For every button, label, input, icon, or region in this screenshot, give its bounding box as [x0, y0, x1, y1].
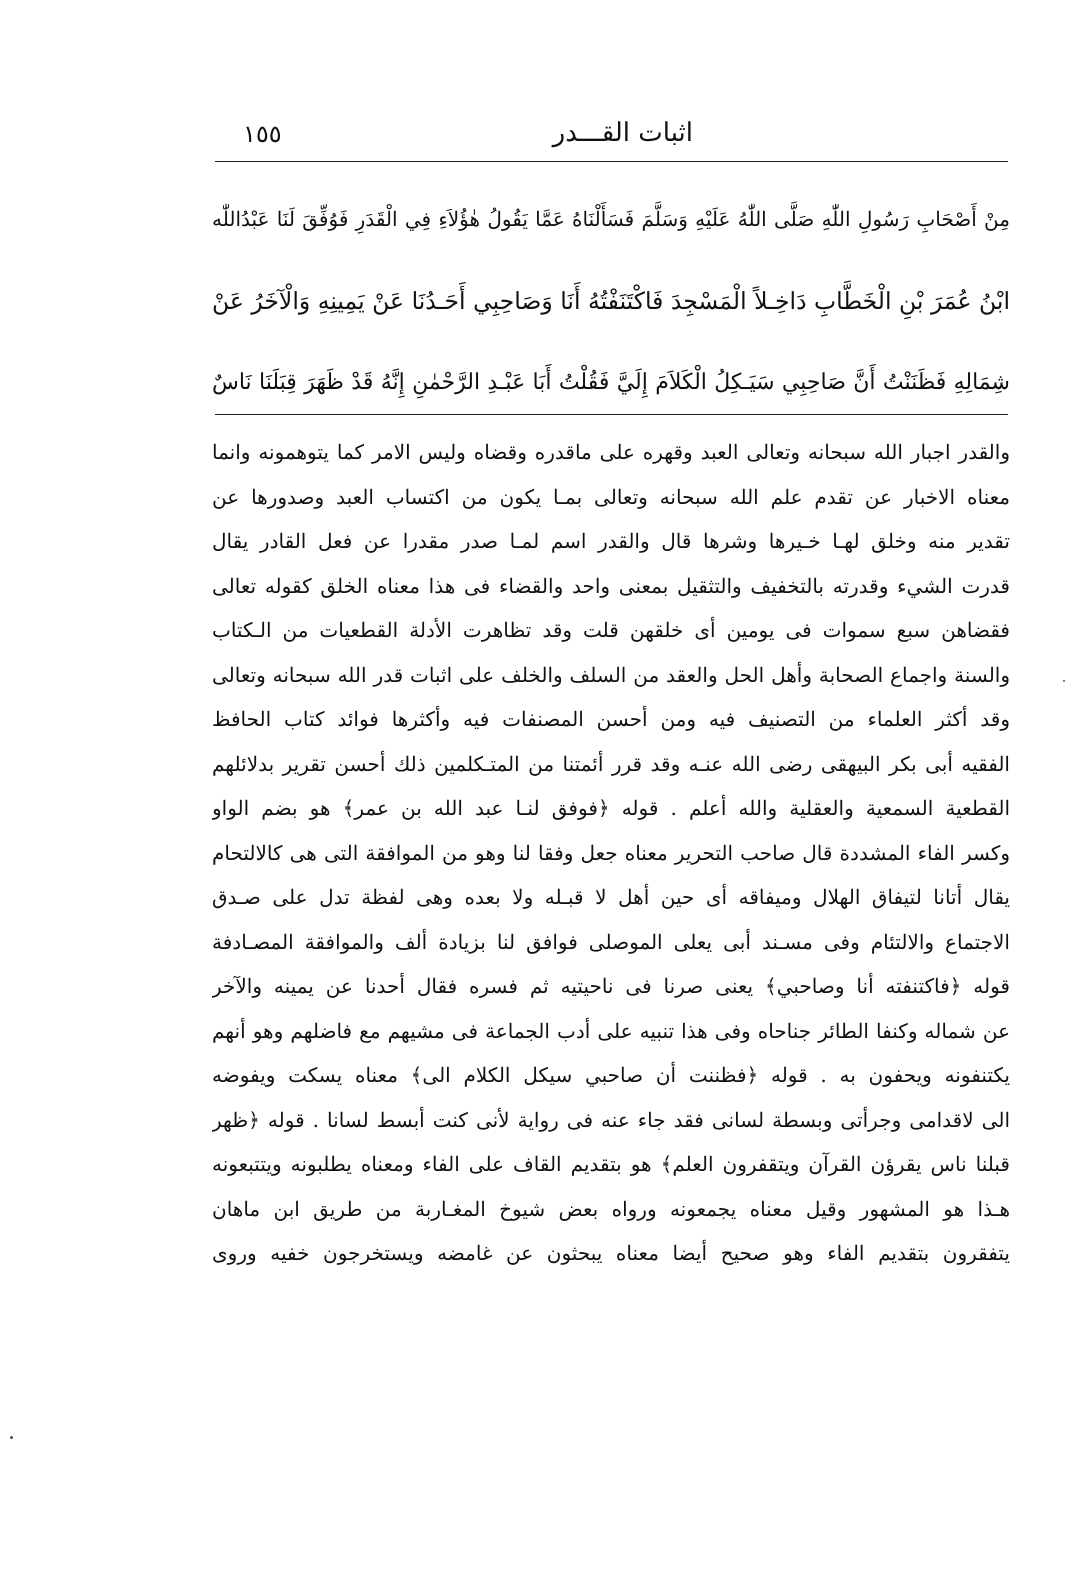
header-rule: [215, 161, 1008, 162]
commentary-line: قوله ﴿فاكتنفته أنا وصاحبي﴾ يعنى صرنا فى ناحيتيه ثم فسره فقال أحدنا عن يمينه والآخر: [212, 974, 1010, 998]
commentary-line: يتفقرون بتقديم الفاء وهو صحيح أيضا معناه يبحثون عن غامضه ويستخرجون خفيه وروى: [212, 1241, 1010, 1265]
scan-speck: [10, 1436, 13, 1439]
commentary-line: الفقيه أبى بكر البيهقى رضى الله عنـه وقد قرر أئمتنا من المتـكلمين ذلك أحسن تقرير بدلائلهم: [212, 751, 1010, 776]
hadith-text: [212, 178, 1010, 424]
commentary-line: معناه الاخبار عن تقدم علم الله سبحانه وتعالى بمـا يكون من اكتساب العبد وصدورها عن: [212, 484, 1010, 509]
commentary-line: والسنة واجماع الصحابة وأهل الحل والعقد من السلف والخلف على اثبات قدر الله سبحانه وتعالى: [212, 662, 1010, 687]
commentary-line: تقدير منه وخلق لهـا خـيرها وشرها قال والقدر اسم لمـا صدر مقدرا عن فعل القادر يقال: [212, 529, 1010, 553]
commentary-line: وكسر الفاء المشددة قال صاحب التحرير معناه جعل وفقا لنا وهو من الموافقة التى هى كالالتحام: [212, 840, 1010, 865]
running-title: اثبات القـــدر: [552, 118, 693, 148]
scan-speck: [1063, 680, 1065, 682]
commentary-line: يقال أتانا لتيفاق الهلال وميفاقه أى حين أهل لا قبـله ولا بعده وهى لفظة تدل على صـدق: [212, 885, 1010, 909]
page-header: [215, 118, 1005, 164]
commentary-line: عن شماله وكنفا الطائر جناحاه وفى هذا تنبيه على أدب الجماعة فى مشيهم مع فاضلهم وهو أنهم: [212, 1018, 1010, 1043]
section-divider: [215, 414, 1008, 415]
commentary-line: فقضاهن سبع سموات فى يومين أى خلقهن قلت وقد تظاهرت الأدلة القطعيات من الـكتاب: [212, 618, 1010, 642]
commentary-line: الى لاقدامى وجرأتى وبسطة لسانى فقد جاء عنه فى رواية لأنى كنت أبسط لسانا . قوله ﴿ظهر: [212, 1107, 1010, 1132]
commentary-line: قدرت الشيء وقدرته بالتخفيف والتثقيل بمعنى واحد والقضاء فى هذا معناه الخلق كقوله تعالى: [212, 573, 1010, 598]
page-number: ١٥٥: [243, 120, 282, 148]
commentary-text: [212, 430, 1010, 1276]
commentary-line: والقدر اجبار الله سبحانه وتعالى العبد وقهره على ماقدره وقضاه وليس الامر كما يتوهمونه وانما: [212, 440, 1010, 464]
commentary-line: القطعية السمعية والعقلية والله أعلم . قوله ﴿فوفق لنـا عبد الله بن عمر﴾ هو بضم الواو: [212, 796, 1010, 820]
commentary-line: وقد أكثر العلماء من التصنيف فيه ومن أحسن المصنفات فيه وأكثرها فوائد كتاب الحافظ: [212, 707, 1010, 731]
hadith-line: ابْنُ عُمَرَ بْنِ الْخَطَّابِ دَاخِـلاً الْمَسْجِدَ فَاكْتَنَفْتُهُ أَنَا وَصَاحِبِي أَحَـدُنَا عَنْ يَمِينِهِ وَالْآخَرُ عَنْ: [212, 287, 1010, 315]
commentary-line: يكتنفونه ويحفون به . قوله ﴿فظننت أن صاحبي سيكل الكلام الى﴾ معناه يسكت ويفوضه: [212, 1063, 1010, 1087]
commentary-line: الاجتماع والالتئام وفى مسـند أبى يعلى الموصلى فوافق لنا بزيادة ألف والموافقة المصـادفة: [212, 929, 1010, 954]
commentary-line: قبلنا ناس يقرؤن القرآن ويتقفرون العلم﴾ هو بتقديم القاف على الفاء ومعناه يطلبونه ويتتبعونه: [212, 1152, 1010, 1176]
hadith-line: مِنْ أَصْحَابِ رَسُولِ اللّٰهِ صَلَّى اللّٰهُ عَلَيْهِ وَسَلَّمَ فَسَأَلْنَاهُ عَمَّا يَقُولُ هٰؤُلاَءِ فِي الْقَدَرِ فَوُفِّقَ لَنَا عَبْدُاللّٰه: [212, 207, 1010, 231]
hadith-line: شِمَالِهِ فَظَنَنْتُ أَنَّ صَاحِبِي سَيَـكِلُ الْكَلاَمَ إِلَيَّ فَقُلْتُ أَبَا عَبْـدِ الرَّحْمٰنِ إِنَّهُ قَدْ ظَهَرَ قِبَلَنَا نَاسٌ: [212, 370, 1010, 395]
commentary-line: هـذا هو المشهور وقيل معناه يجمعونه ورواه بعض شيوخ المغـاربة من طريق ابن ماهان: [212, 1196, 1010, 1221]
